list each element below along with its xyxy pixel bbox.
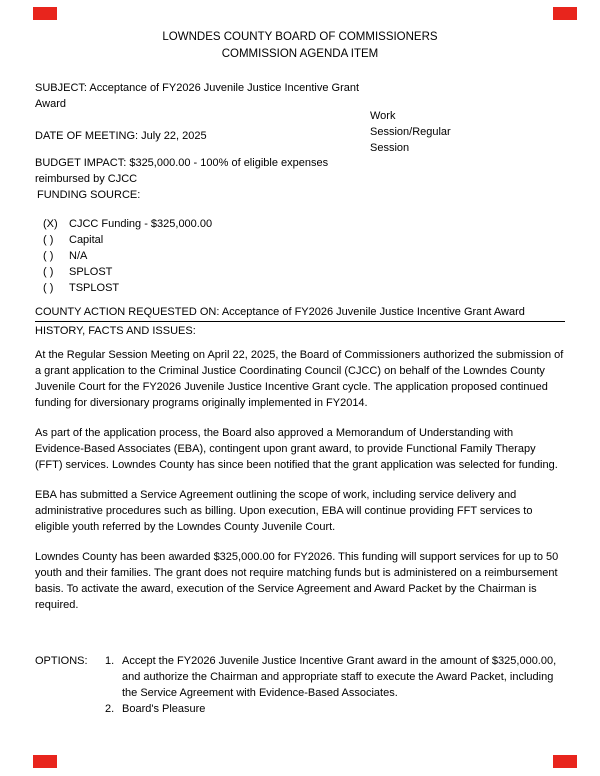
funding-option-cjcc bbox=[35, 216, 565, 232]
meta-section bbox=[35, 80, 565, 203]
options-section bbox=[35, 653, 565, 717]
session-type: Work Session/Regular Session bbox=[370, 110, 451, 154]
meeting-date-line: DATE OF MEETING: July 22, 2025 bbox=[35, 130, 207, 142]
county-action-line: COUNTY ACTION REQUESTED ON: Acceptance of FY2026 Juvenile Justice Incentive Grant Award bbox=[35, 306, 525, 318]
history-paragraph-4: Lowndes County has been awarded $325,000.00 for FY2026. This funding will support services for up to 50 youth and their families. The grant does not require matching funds but is administered on a reimbursement basis. To activate the award, execution of the Service Agreement and Award Packet by the Chairman is required. bbox=[35, 551, 559, 611]
funding-option-label: N/A bbox=[69, 250, 88, 262]
funding-option-label: Capital bbox=[69, 234, 104, 246]
budget-impact-line: BUDGET IMPACT: $325,000.00 - 100% of eligible expenses reimbursed by CJCC bbox=[35, 157, 329, 185]
option-text: Accept the FY2026 Juvenile Justice Incentive Grant award in the amount of $325,000.00, and authorize the Chairman and appropriate staff to execute the Award Packet, including the Service Agreement with Evidence-Based Associates. bbox=[122, 655, 557, 699]
funding-option-tsplost bbox=[35, 280, 565, 296]
org-title: LOWNDES COUNTY BOARD OF COMMISSIONERS bbox=[162, 31, 438, 43]
funding-checkbox-empty: ( ) bbox=[43, 250, 54, 262]
funding-option-splost bbox=[35, 264, 565, 280]
document-type-title: COMMISSION AGENDA ITEM bbox=[221, 48, 379, 60]
funding-options-list bbox=[35, 216, 565, 296]
funding-option-na bbox=[35, 248, 565, 264]
funding-checkbox-checked: (X) bbox=[43, 218, 58, 230]
option-number: 1. bbox=[105, 655, 115, 667]
redaction-box-top-left bbox=[33, 7, 57, 20]
options-label: OPTIONS: bbox=[35, 655, 88, 667]
funding-option-label: TSPLOST bbox=[69, 282, 120, 294]
document-header bbox=[35, 29, 565, 63]
funding-checkbox-empty: ( ) bbox=[43, 282, 54, 294]
redaction-box-bottom-right bbox=[553, 755, 577, 768]
meta-left-column bbox=[35, 80, 385, 203]
history-heading: HISTORY, FACTS AND ISSUES: bbox=[35, 325, 196, 337]
funding-option-label: CJCC Funding - $325,000.00 bbox=[69, 218, 213, 230]
history-paragraph-1: At the Regular Session Meeting on April 22, 2025, the Board of Commissioners authorized the submission of a grant application to the Criminal Justice Coordinating Council (CJCC) on behalf of the Lowndes County Juvenile Court for the FY2026 Juvenile Justice Incentive Grant cycle. The application proposed continued funding for diversionary programs originally implemented in FY2014. bbox=[35, 349, 564, 409]
funding-option-label: SPLOST bbox=[69, 266, 113, 278]
history-paragraph-2: As part of the application process, the Board also approved a Memorandum of Understanding with Evidence-Based Associates (EBA), contingent upon grant award, to provide Functional Family Therapy (FFT) services. Lowndes County has since been notified that the grant application was selected for funding. bbox=[35, 427, 558, 471]
redaction-box-bottom-left bbox=[33, 755, 57, 768]
county-action-field bbox=[35, 304, 565, 320]
redaction-box-top-right bbox=[553, 7, 577, 20]
history-paragraph-3: EBA has submitted a Service Agreement outlining the scope of work, including service delivery and administrative procedures such as billing. Upon execution, EBA will continue providing FFT services to eligible youth referred by the Lowndes County Juvenile Court. bbox=[35, 489, 533, 533]
option-item-2 bbox=[105, 701, 565, 717]
option-number: 2. bbox=[105, 703, 115, 715]
funding-checkbox-empty: ( ) bbox=[43, 266, 54, 278]
funding-checkbox-empty: ( ) bbox=[43, 234, 54, 246]
funding-source-label: FUNDING SOURCE: bbox=[37, 189, 141, 201]
funding-option-capital bbox=[35, 232, 565, 248]
options-list bbox=[105, 653, 565, 717]
subject-line: SUBJECT: Acceptance of FY2026 Juvenile Justice Incentive Grant Award bbox=[35, 82, 360, 110]
option-item-1 bbox=[105, 653, 565, 701]
option-text: Board's Pleasure bbox=[122, 703, 206, 715]
